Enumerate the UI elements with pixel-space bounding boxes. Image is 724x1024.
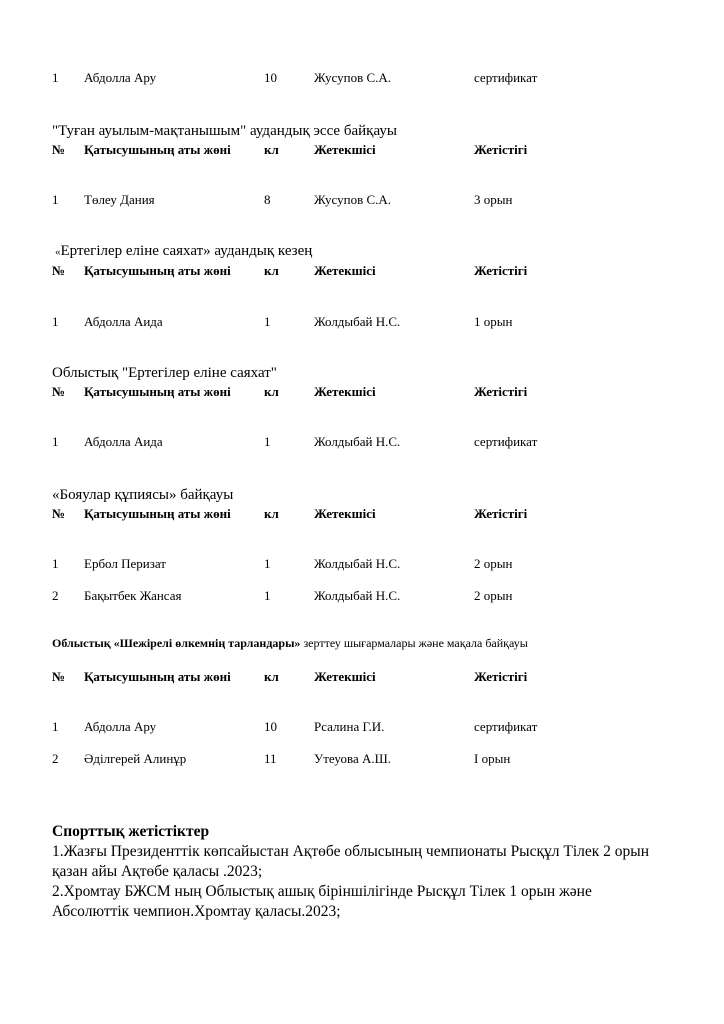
title-text: Ертегілер еліне саяхат» аудандық кезең [60, 243, 313, 259]
achievement: сертификат [474, 719, 538, 734]
row-number: 2 [52, 751, 59, 766]
achievement: сертификат [474, 434, 538, 449]
row-number: 1 [52, 192, 59, 207]
header-participant: Қатысушының аты жөні [84, 506, 231, 521]
sports-item: 2.Хромтау БЖСМ ның Облыстық ашық біріншілігінде Рысқұл Тілек 1 орын және Абсолюттік чемпион.Хромтау қаласы.2023; [52, 883, 592, 920]
participant-name: Абдолла Аида [84, 434, 163, 449]
title-quote: « [55, 246, 61, 258]
header-achievement: Жетістігі [474, 669, 528, 684]
row-number: 1 [52, 434, 59, 449]
participant-name: Бақытбек Жансая [84, 588, 182, 603]
section-title [52, 634, 528, 652]
sports-item: 1.Жазғы Президенттік көпсайыстан Ақтөбе облысының чемпионаты Рысқұл Тілек 2 орын қазан айы Ақтөбе қаласы .2023; [52, 843, 649, 880]
supervisor: Жолдыбай Н.С. [314, 556, 401, 571]
grade: 10 [264, 70, 277, 85]
header-achievement: Жетістігі [474, 263, 528, 278]
section-title [55, 242, 312, 261]
achievement: 2 орын [474, 556, 513, 571]
header-number: № [52, 669, 66, 684]
grade: 1 [264, 434, 271, 449]
header-supervisor: Жетекшісі [314, 263, 376, 278]
row-number: 1 [52, 719, 59, 734]
header-grade: кл [264, 384, 279, 399]
supervisor: Жолдыбай Н.С. [314, 588, 401, 603]
title-bold-part: Облыстық «Шежірелі өлкемнің тарландары» [52, 636, 301, 650]
participant-name: Абдолла Ару [84, 70, 157, 85]
participant-name: Ербол Перизат [84, 556, 166, 571]
supervisor: Жусупов С.А. [314, 192, 392, 207]
header-grade: кл [264, 669, 279, 684]
header-achievement: Жетістігі [474, 384, 528, 399]
row-number: 1 [52, 70, 59, 85]
header-supervisor: Жетекшісі [314, 669, 376, 684]
participant-name: Әділгерей Алинұр [84, 751, 187, 766]
section-title: Облыстық "Ертегілер еліне саяхат" [52, 365, 277, 381]
supervisor: Жолдыбай Н.С. [314, 434, 401, 449]
header-supervisor: Жетекшісі [314, 506, 376, 521]
participant-name: Абдолла Ару [84, 719, 157, 734]
header-achievement: Жетістігі [474, 142, 528, 157]
header-achievement: Жетістігі [474, 506, 528, 521]
header-grade: кл [264, 506, 279, 521]
grade: 8 [264, 192, 271, 207]
header-number: № [52, 142, 66, 157]
sports-heading: Спорттық жетістіктер [52, 823, 210, 840]
header-participant: Қатысушының аты жөні [84, 384, 231, 399]
sports-section [52, 822, 672, 922]
header-supervisor: Жетекшісі [314, 142, 376, 157]
supervisor: Жолдыбай Н.С. [314, 314, 401, 329]
grade: 1 [264, 588, 271, 603]
header-supervisor: Жетекшісі [314, 384, 376, 399]
supervisor: Утеуова А.Ш. [314, 751, 391, 766]
grade: 10 [264, 719, 277, 734]
header-participant: Қатысушының аты жөні [84, 669, 231, 684]
participant-name: Абдолла Аида [84, 314, 163, 329]
achievement: 2 орын [474, 588, 513, 603]
row-number: 2 [52, 588, 59, 603]
header-participant: Қатысушының аты жөні [84, 263, 231, 278]
grade: 1 [264, 314, 271, 329]
row-number: 1 [52, 314, 59, 329]
section-title: «Бояулар құпиясы» байқауы [52, 487, 234, 503]
participant-name: Төлеу Дания [84, 192, 155, 207]
supervisor: Рсалина Г.И. [314, 719, 385, 734]
achievement: 1 орын [474, 314, 513, 329]
header-number: № [52, 263, 66, 278]
achievement: 3 орын [474, 192, 513, 207]
achievement: сертификат [474, 70, 538, 85]
grade: 11 [264, 751, 277, 766]
title-regular-part: зерттеу шығармалары және мақала байқауы [300, 636, 528, 650]
header-participant: Қатысушының аты жөні [84, 142, 231, 157]
grade: 1 [264, 556, 271, 571]
row-number: 1 [52, 556, 59, 571]
section-title: "Туған ауылым-мақтанышым" аудандық эссе байқауы [52, 123, 397, 139]
header-grade: кл [264, 263, 279, 278]
achievement: I орын [474, 751, 511, 766]
header-number: № [52, 384, 66, 399]
header-grade: кл [264, 142, 279, 157]
header-number: № [52, 506, 66, 521]
supervisor: Жусупов С.А. [314, 70, 392, 85]
